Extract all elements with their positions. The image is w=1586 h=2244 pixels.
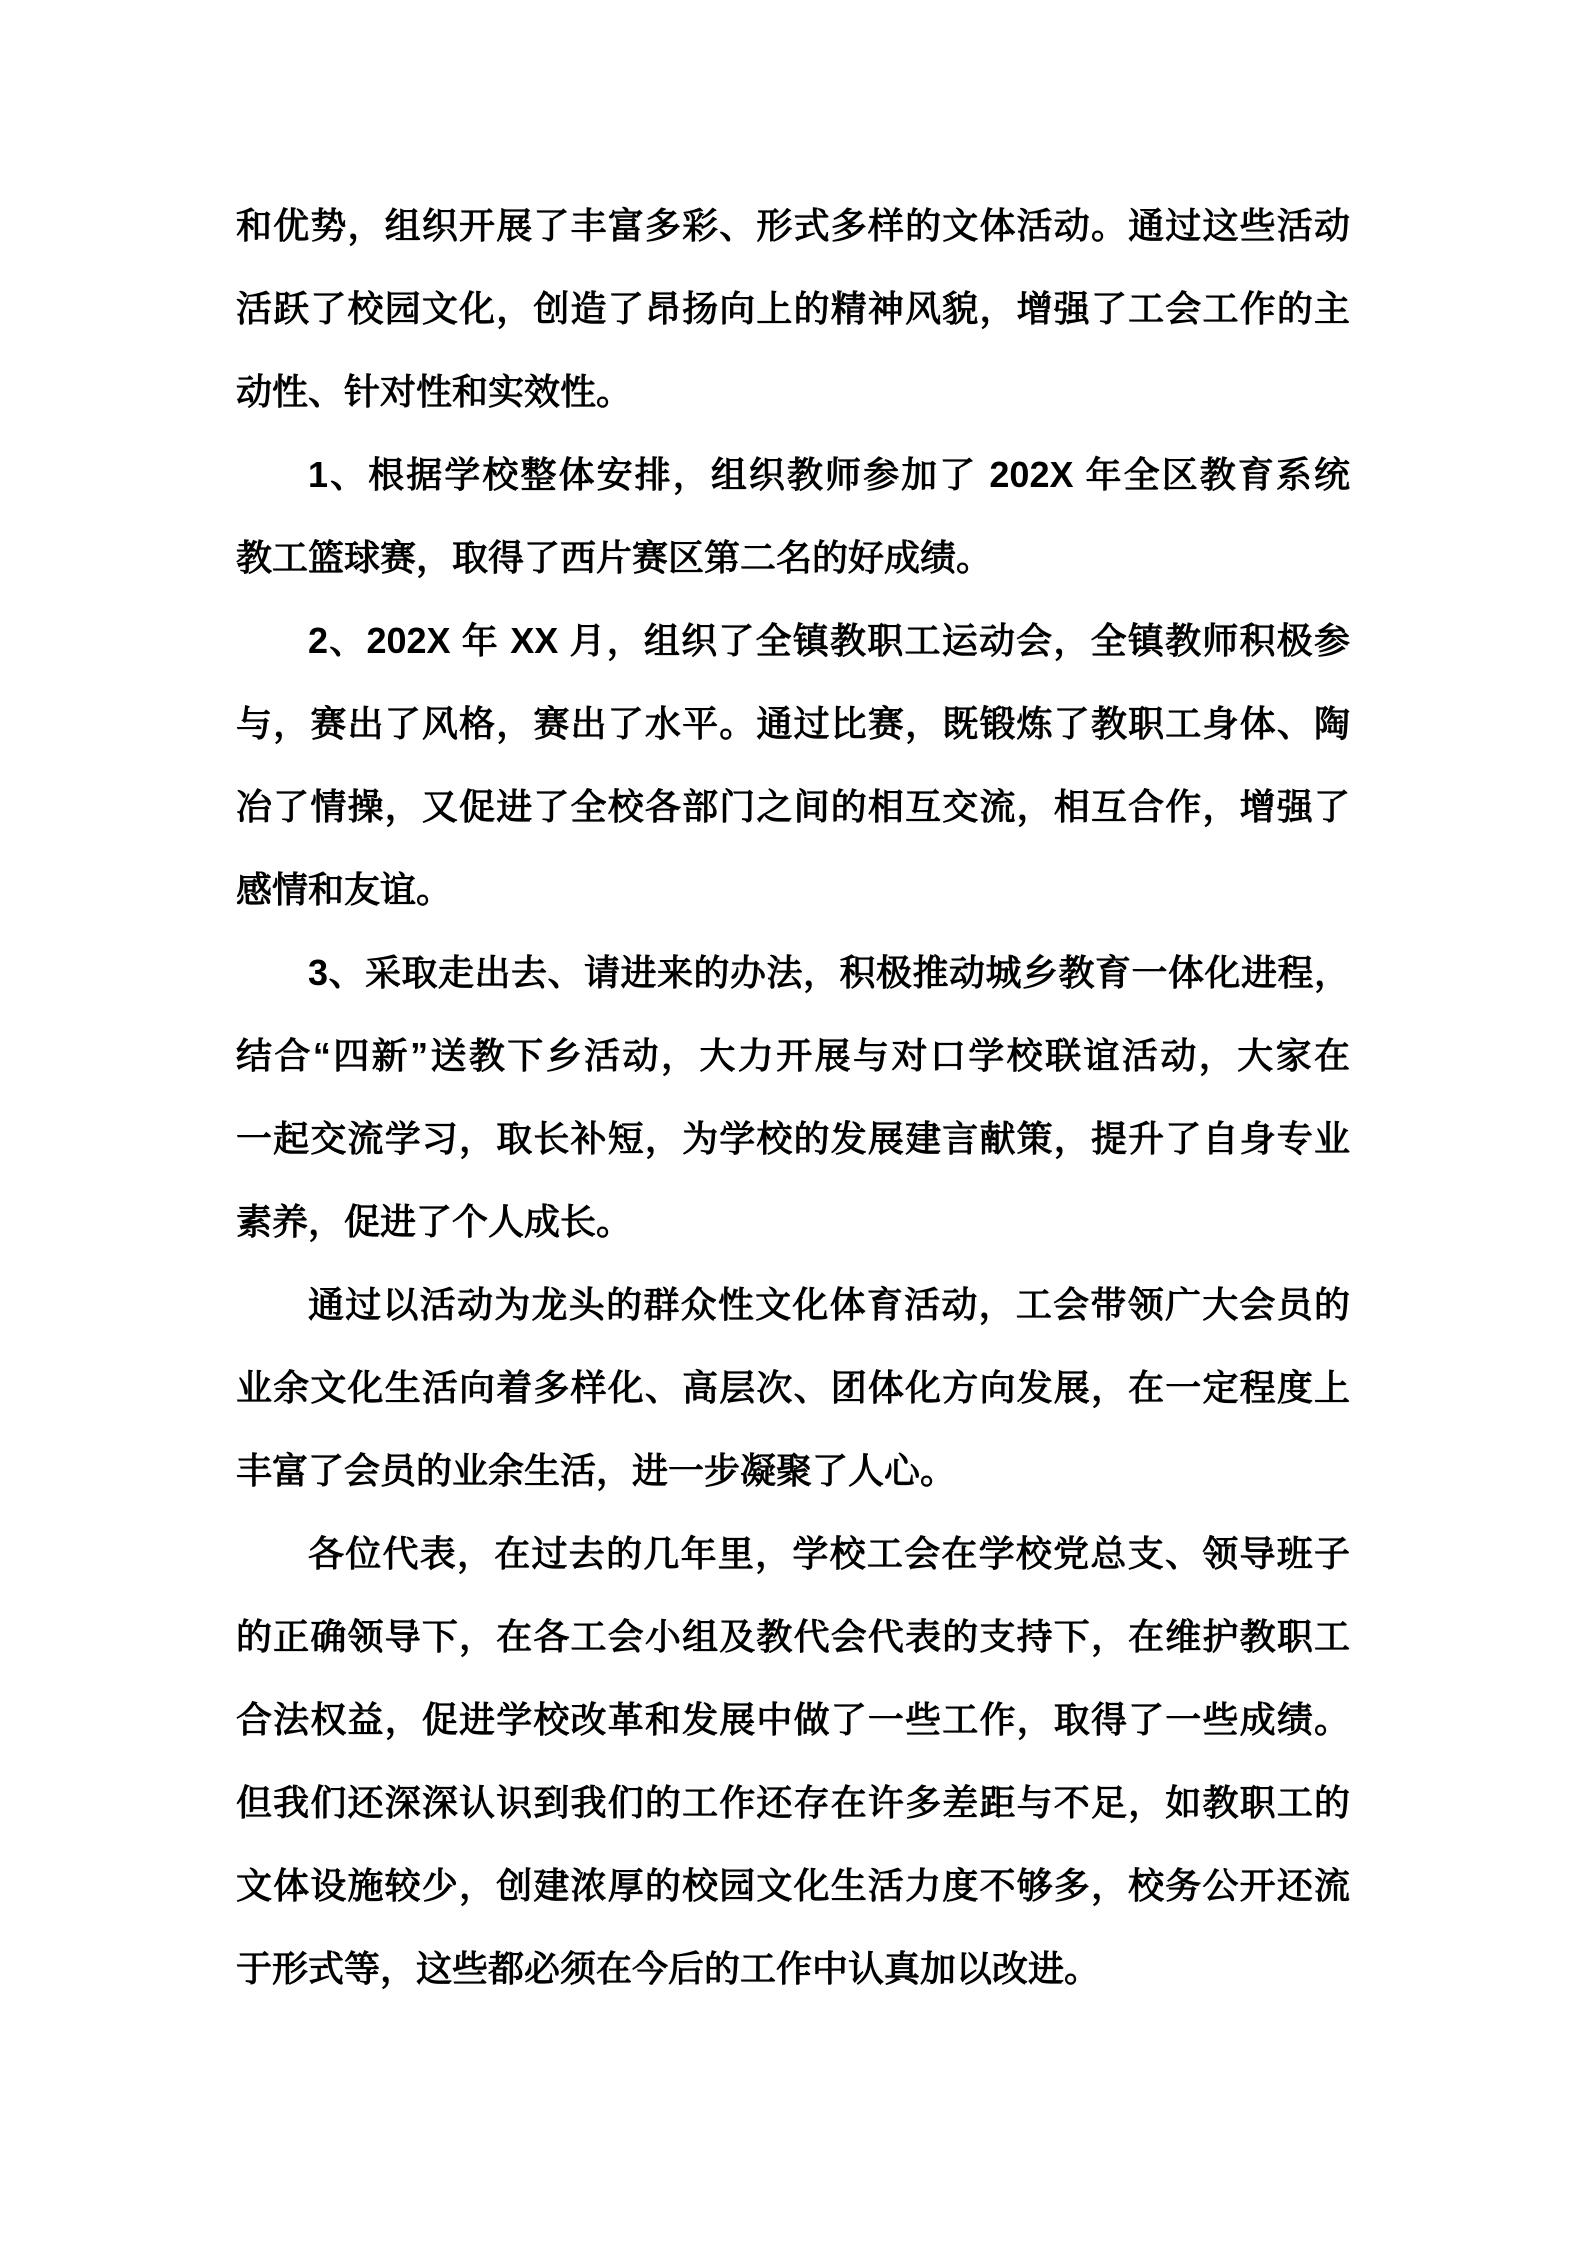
- text-line: 丰富了会员的业余生活，进一步凝聚了人心。: [236, 1450, 957, 1491]
- text-line: 2、202X 年 XX 月，组织了全镇教职工运动会，全镇教师积极参: [308, 620, 1350, 661]
- paragraph: [236, 1512, 1350, 2010]
- paragraph: [236, 184, 1350, 433]
- text-block: [236, 184, 1350, 2010]
- text-line: 和优势，组织开展了丰富多彩、形式多样的文体活动。通过这些活动: [236, 205, 1350, 246]
- paragraph: [236, 931, 1350, 1263]
- text-line: 合法权益，促进学校改革和发展中做了一些工作，取得了一些成绩。: [236, 1699, 1350, 1740]
- text-line: 3、采取走出去、请进来的办法，积极推动城乡教育一体化进程，: [308, 952, 1350, 993]
- text-line: 的正确领导下，在各工会小组及教代会代表的支持下，在维护教职工: [236, 1616, 1350, 1657]
- text-line: 但我们还深深认识到我们的工作还存在许多差距与不足，如教职工的: [236, 1782, 1350, 1823]
- paragraph: [236, 433, 1350, 599]
- text-line: 一起交流学习，取长补短，为学校的发展建言献策，提升了自身专业: [236, 1118, 1350, 1159]
- text-line: 感情和友谊。: [236, 869, 453, 910]
- text-line: 业余文化生活向着多样化、高层次、团体化方向发展，在一定程度上: [236, 1367, 1350, 1408]
- text-line: 活跃了校园文化，创造了昂扬向上的精神风貌，增强了工会工作的主: [236, 288, 1350, 329]
- text-line: 教工篮球赛，取得了西片赛区第二名的好成绩。: [236, 537, 993, 578]
- paragraph: [236, 599, 1350, 931]
- text-line: 与，赛出了风格，赛出了水平。通过比赛，既锻炼了教职工身体、陶: [236, 703, 1350, 744]
- text-line: 动性、针对性和实效性。: [236, 371, 633, 412]
- text-line: 1、根据学校整体安排，组织教师参加了 202X 年全区教育系统: [308, 454, 1350, 495]
- text-line: 通过以活动为龙头的群众性文化体育活动，工会带领广大会员的: [308, 1284, 1350, 1325]
- text-line: 文体设施较少，创建浓厚的校园文化生活力度不够多，校务公开还流: [236, 1865, 1350, 1906]
- paragraph: [236, 1263, 1350, 1512]
- text-line: 冶了情操，又促进了全校各部门之间的相互交流，相互合作，增强了: [236, 786, 1350, 827]
- text-line: 于形式等，这些都必须在今后的工作中认真加以改进。: [236, 1948, 1101, 1989]
- text-line: 素养，促进了个人成长。: [236, 1201, 633, 1242]
- text-line: 各位代表，在过去的几年里，学校工会在学校党总支、领导班子: [308, 1533, 1350, 1574]
- text-line: 结合“四新”送教下乡活动，大力开展与对口学校联谊活动，大家在: [236, 1035, 1350, 1076]
